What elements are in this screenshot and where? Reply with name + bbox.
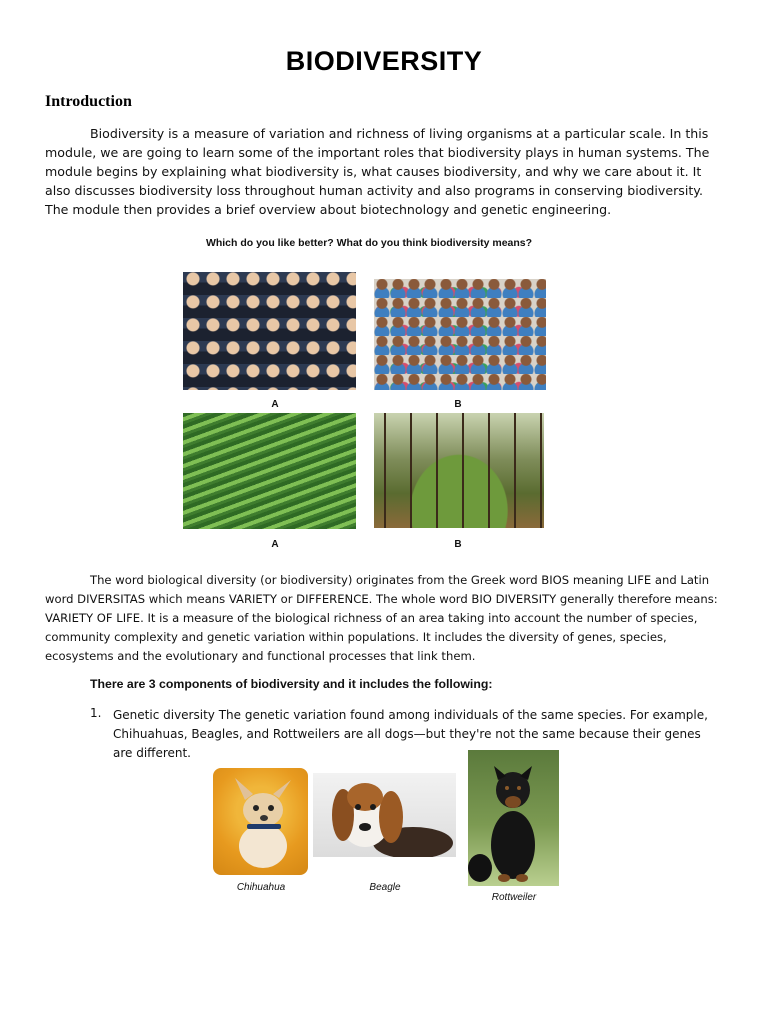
uniform-crowd-image	[183, 272, 356, 390]
definition-paragraph: The word biological diversity (or biodiversity) originates from the Greek word BIOS meaning LIFE and Latin word DIVERSITAS which means VARIETY or DIFFERENCE. The whole word BIO DIVERSITY generally therefore means: VARIETY OF LIFE. It is a measure of the biological richness of an area taking into account the number of species, community complexity and genetic variation within populations. It includes the diversity of genes, species, ecosystems and the evolutionary and functional processes that link them.	[45, 573, 718, 663]
diverse-crowd-image	[374, 279, 546, 390]
beagle-caption: Beagle	[369, 882, 401, 893]
figure-label-b-top: B	[454, 399, 462, 410]
introduction-heading: Introduction	[45, 93, 132, 110]
chihuahua-image	[213, 768, 308, 875]
list-item-genetic-diversity: Genetic diversity The genetic variation found among individuals of the same species. For example, Chihuahuas, Beagles, and Rottweilers are all dogs—but they're not the same because their genes are different.	[113, 708, 708, 760]
figure-label-b-bottom: B	[454, 539, 462, 550]
beagle-illustration	[313, 773, 456, 857]
rottweiler-image	[468, 750, 559, 886]
list-item-number: 1.	[90, 706, 102, 720]
rottweiler-caption: Rottweiler	[491, 892, 537, 903]
intro-paragraph: Biodiversity is a measure of variation and richness of living organisms at a particular scale. In this module, we are going to learn some of the important roles that biodiversity plays in human systems. The module begins by explaining what biodiversity is, what causes biodiversity, and why we care about it. It also discusses biodiversity loss throughout human activity and also programs in conserving biodiversity. The module then provides a brief overview about biotechnology and genetic engineering.	[45, 126, 710, 217]
page-title: BIODIVERSITY	[285, 46, 483, 76]
components-heading: There are 3 components of biodiversity and it includes the following:	[90, 677, 493, 691]
figure-question: Which do you like better? What do you think biodiversity means?	[205, 237, 533, 249]
figure-label-a-top: A	[271, 399, 279, 410]
beagle-image	[313, 773, 456, 857]
chihuahua-caption: Chihuahua	[236, 882, 286, 893]
monoculture-field-image	[183, 413, 356, 529]
rottweiler-illustration	[468, 750, 559, 886]
diverse-forest-image	[374, 413, 544, 528]
figure-label-a-bottom: A	[271, 539, 279, 550]
chihuahua-illustration	[213, 768, 308, 875]
